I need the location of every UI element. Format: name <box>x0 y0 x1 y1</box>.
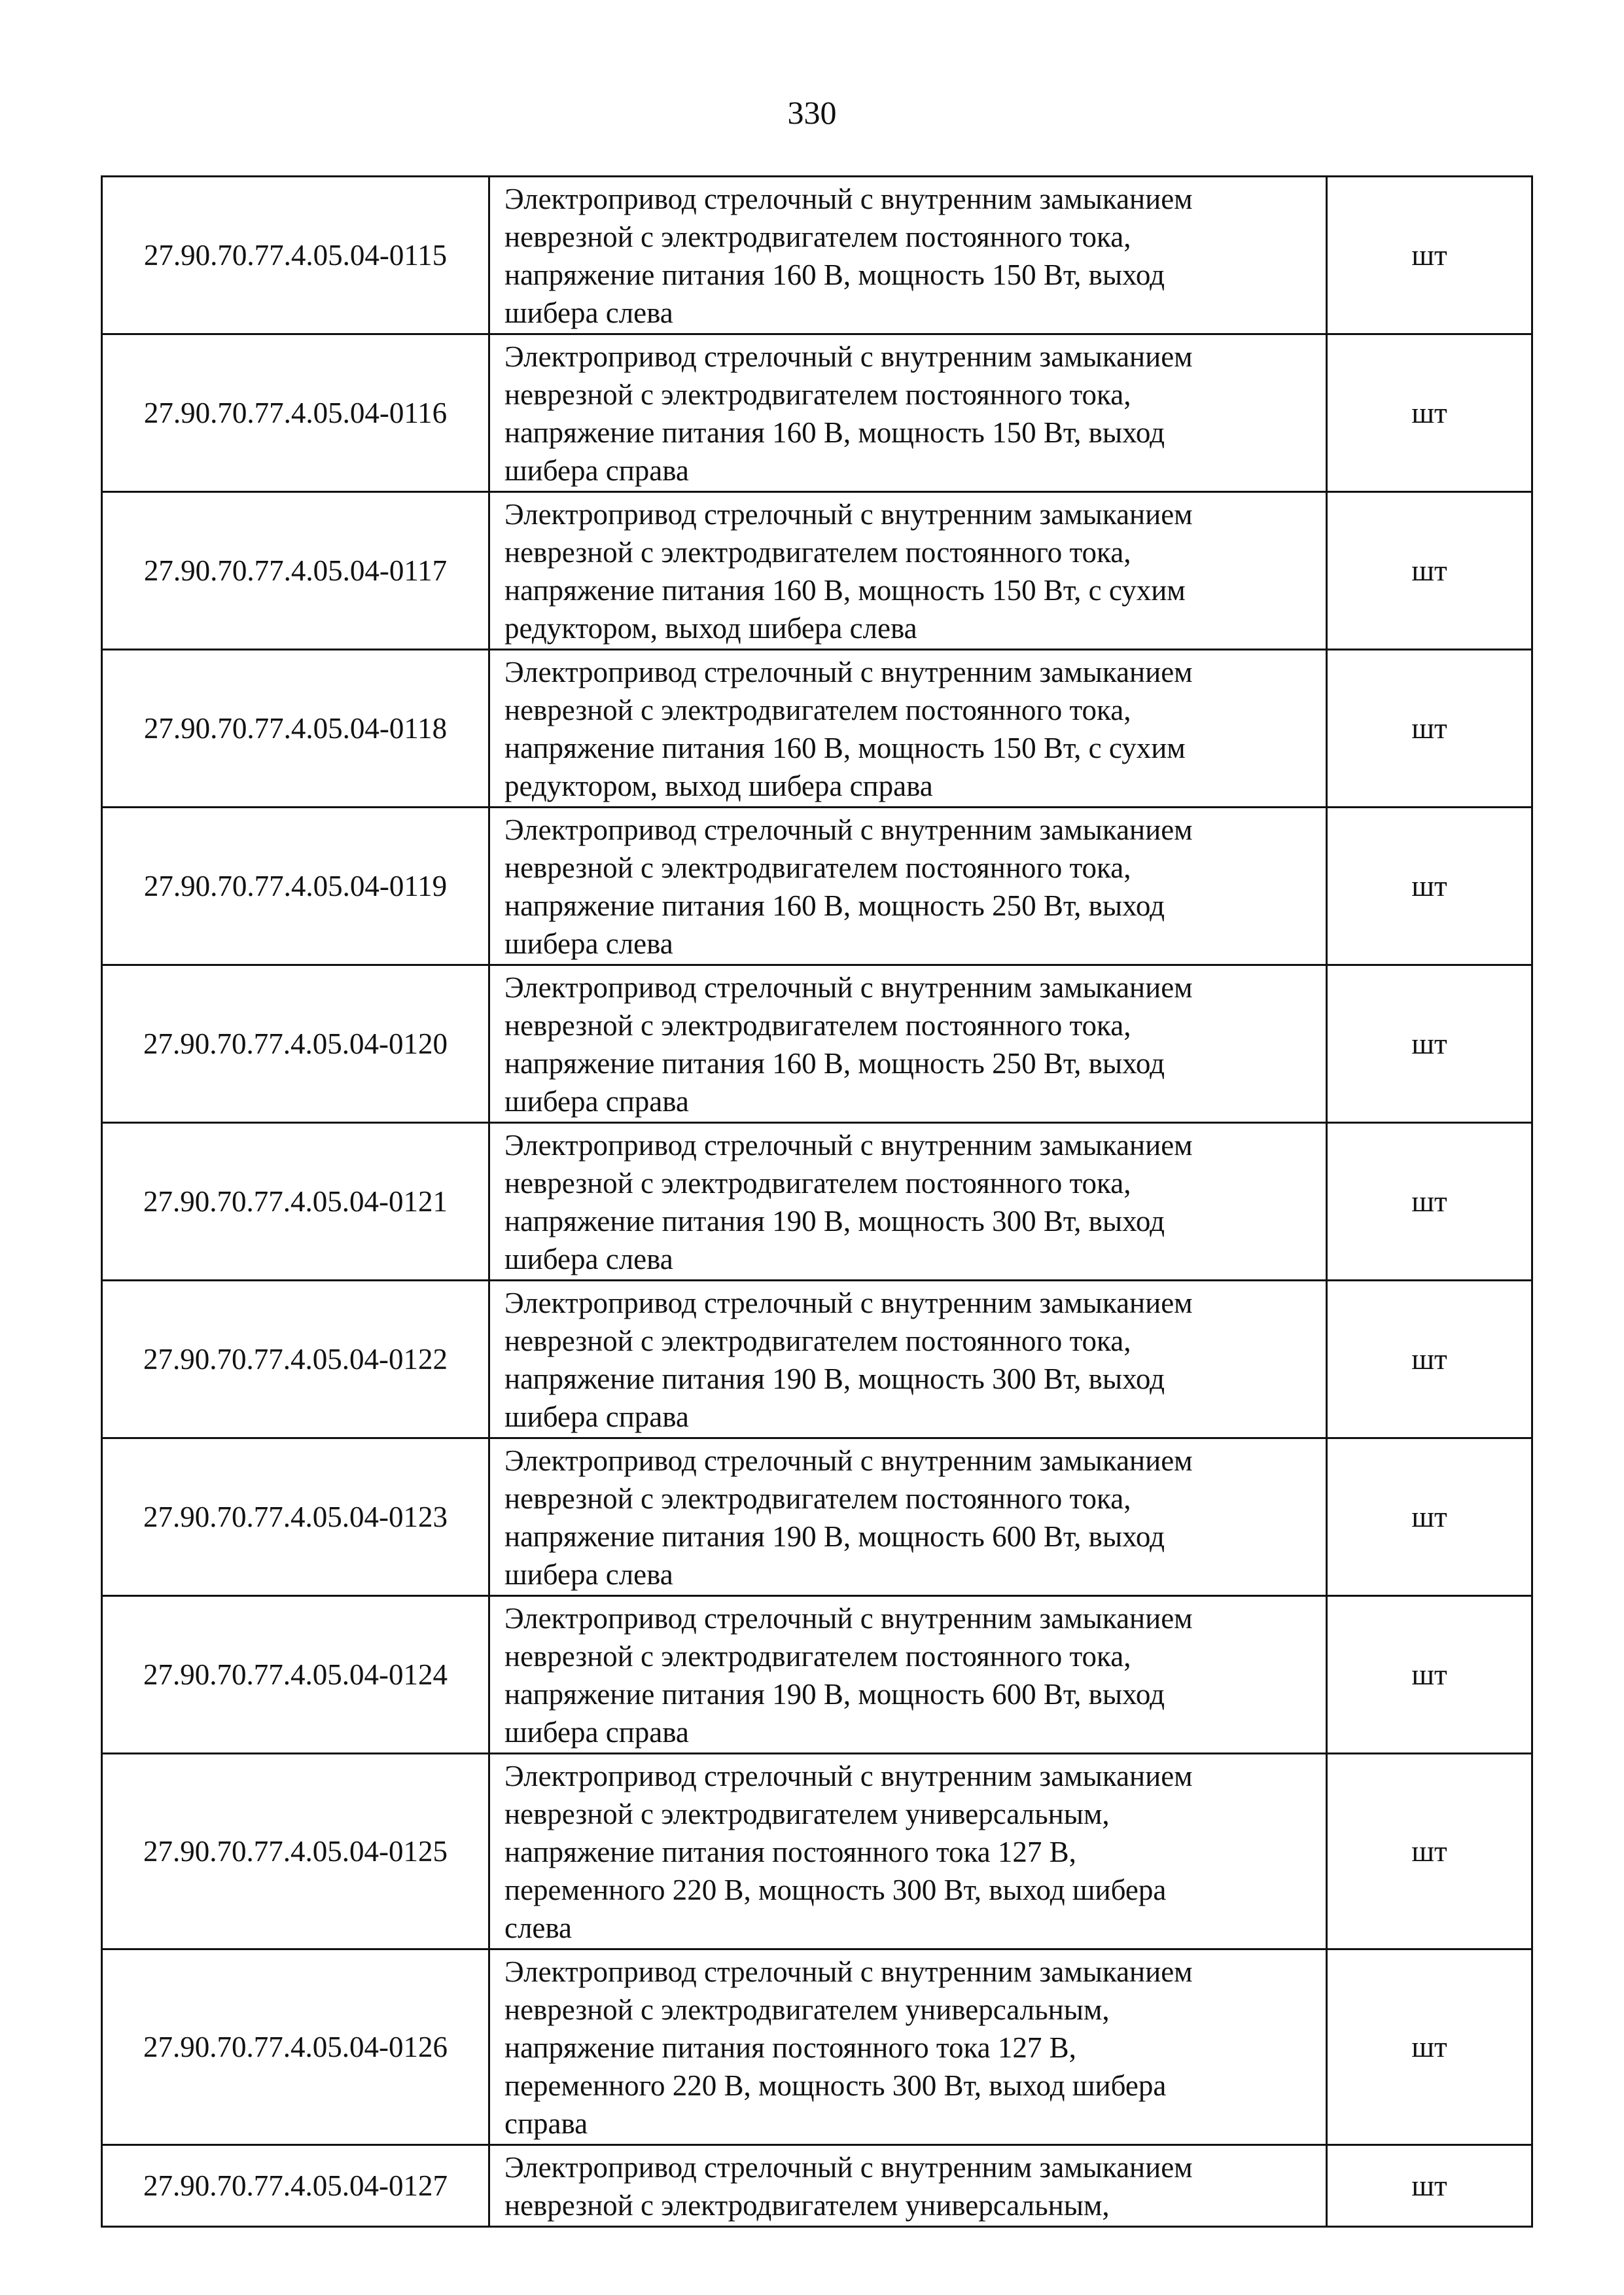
table-row <box>102 808 1532 965</box>
table-row <box>102 177 1532 334</box>
description-line: шибера справа <box>504 1716 689 1749</box>
table-row <box>102 650 1532 808</box>
description-line: неврезной с электродвигателем постоянного тока, <box>504 1009 1131 1042</box>
description-line: переменного 220 В, мощность 300 Вт, выход шибера <box>504 1874 1167 1906</box>
description-line: шибера слева <box>504 927 673 960</box>
description-line: напряжение питания 190 В, мощность 600 Вт, выход <box>504 1520 1165 1553</box>
item-description <box>489 1281 1327 1438</box>
item-description <box>489 1438 1327 1596</box>
description-line: напряжение питания 160 В, мощность 150 Вт, выход <box>504 416 1165 449</box>
description-line: Электропривод стрелочный с внутренним замыканием <box>504 2151 1193 2184</box>
page-number: 330 <box>787 94 837 131</box>
description-line: Электропривод стрелочный с внутренним замыканием <box>504 183 1193 215</box>
item-unit: шт <box>1327 1438 1532 1596</box>
item-unit: шт <box>1327 1754 1532 1949</box>
description-line: справа <box>504 2107 588 2140</box>
table-body <box>102 177 1532 2227</box>
item-description <box>489 1754 1327 1949</box>
item-code: 27.90.70.77.4.05.04-0117 <box>102 492 489 650</box>
description-line: напряжение питания 160 В, мощность 250 Вт, выход <box>504 1047 1165 1080</box>
description-line: шибера слева <box>504 296 673 329</box>
description-line: шибера слева <box>504 1558 673 1591</box>
table-row <box>102 1123 1532 1281</box>
item-description <box>489 1949 1327 2145</box>
description-line: редуктором, выход шибера слева <box>504 612 917 645</box>
item-unit: шт <box>1327 334 1532 492</box>
description-line: Электропривод стрелочный с внутренним замыканием <box>504 971 1193 1004</box>
description-line: шибера слева <box>504 1243 673 1275</box>
catalog-table <box>101 175 1533 2228</box>
description-line: Электропривод стрелочный с внутренним замыканием <box>504 340 1193 373</box>
item-code: 27.90.70.77.4.05.04-0116 <box>102 334 489 492</box>
description-line: напряжение питания 160 В, мощность 150 Вт, выход <box>504 258 1165 291</box>
table-row <box>102 1596 1532 1754</box>
description-line: Электропривод стрелочный с внутренним замыканием <box>504 1760 1193 1792</box>
description-line: напряжение питания постоянного тока 127 В, <box>504 2031 1076 2064</box>
description-line: неврезной с электродвигателем универсальным, <box>504 1993 1110 2026</box>
item-code: 27.90.70.77.4.05.04-0123 <box>102 1438 489 1596</box>
description-line: напряжение питания 190 В, мощность 300 Вт, выход <box>504 1205 1165 1237</box>
item-unit: шт <box>1327 650 1532 808</box>
description-line: Электропривод стрелочный с внутренним замыканием <box>504 813 1193 846</box>
item-code: 27.90.70.77.4.05.04-0115 <box>102 177 489 334</box>
table-row <box>102 1281 1532 1438</box>
item-code: 27.90.70.77.4.05.04-0119 <box>102 808 489 965</box>
description-line: неврезной с электродвигателем постоянного тока, <box>504 1640 1131 1673</box>
item-unit: шт <box>1327 1281 1532 1438</box>
description-line: шибера справа <box>504 1400 689 1433</box>
description-line: Электропривод стрелочный с внутренним замыканием <box>504 656 1193 688</box>
item-code: 27.90.70.77.4.05.04-0125 <box>102 1754 489 1949</box>
item-description <box>489 2145 1327 2227</box>
description-line: Электропривод стрелочный с внутренним замыканием <box>504 1129 1193 1162</box>
description-line: переменного 220 В, мощность 300 Вт, выход шибера <box>504 2069 1167 2102</box>
item-code: 27.90.70.77.4.05.04-0124 <box>102 1596 489 1754</box>
item-code: 27.90.70.77.4.05.04-0122 <box>102 1281 489 1438</box>
table-row <box>102 334 1532 492</box>
item-unit: шт <box>1327 177 1532 334</box>
description-line: Электропривод стрелочный с внутренним замыканием <box>504 498 1193 531</box>
description-line: неврезной с электродвигателем постоянного тока, <box>504 221 1131 253</box>
description-line: напряжение питания 160 В, мощность 150 Вт, с сухим <box>504 732 1186 764</box>
item-description <box>489 1596 1327 1754</box>
item-description <box>489 1123 1327 1281</box>
item-description <box>489 965 1327 1123</box>
description-line: напряжение питания 190 В, мощность 600 Вт, выход <box>504 1678 1165 1711</box>
item-description <box>489 492 1327 650</box>
item-unit: шт <box>1327 965 1532 1123</box>
table-row <box>102 1949 1532 2145</box>
item-unit: шт <box>1327 492 1532 650</box>
description-line: шибера справа <box>504 454 689 487</box>
item-description <box>489 177 1327 334</box>
description-line: напряжение питания 160 В, мощность 150 Вт, с сухим <box>504 574 1186 607</box>
item-code: 27.90.70.77.4.05.04-0118 <box>102 650 489 808</box>
item-unit: шт <box>1327 808 1532 965</box>
table-row <box>102 2145 1532 2227</box>
item-description <box>489 650 1327 808</box>
table-row <box>102 1754 1532 1949</box>
description-line: Электропривод стрелочный с внутренним замыканием <box>504 1602 1193 1635</box>
table-row <box>102 965 1532 1123</box>
description-line: неврезной с электродвигателем постоянного тока, <box>504 851 1131 884</box>
description-line: напряжение питания постоянного тока 127 В, <box>504 1836 1076 1868</box>
description-line: шибера справа <box>504 1085 689 1118</box>
item-description <box>489 334 1327 492</box>
description-line: неврезной с электродвигателем постоянного тока, <box>504 1167 1131 1200</box>
description-line: неврезной с электродвигателем постоянного тока, <box>504 536 1131 569</box>
description-line: Электропривод стрелочный с внутренним замыканием <box>504 1955 1193 1988</box>
item-code: 27.90.70.77.4.05.04-0126 <box>102 1949 489 2145</box>
description-line: напряжение питания 190 В, мощность 300 Вт, выход <box>504 1362 1165 1395</box>
description-line: слева <box>504 1912 573 1944</box>
description-line: Электропривод стрелочный с внутренним замыканием <box>504 1287 1193 1319</box>
item-unit: шт <box>1327 1949 1532 2145</box>
item-unit: шт <box>1327 1123 1532 1281</box>
description-line: неврезной с электродвигателем постоянного тока, <box>504 1482 1131 1515</box>
description-line: неврезной с электродвигателем постоянного тока, <box>504 694 1131 726</box>
description-line: напряжение питания 160 В, мощность 250 Вт, выход <box>504 889 1165 922</box>
description-line: неврезной с электродвигателем постоянного тока, <box>504 1325 1131 1357</box>
table-row <box>102 1438 1532 1596</box>
item-unit: шт <box>1327 2145 1532 2227</box>
item-code: 27.90.70.77.4.05.04-0127 <box>102 2145 489 2227</box>
item-description <box>489 808 1327 965</box>
item-code: 27.90.70.77.4.05.04-0121 <box>102 1123 489 1281</box>
item-unit: шт <box>1327 1596 1532 1754</box>
description-line: неврезной с электродвигателем постоянного тока, <box>504 378 1131 411</box>
description-line: неврезной с электродвигателем универсальным, <box>504 2189 1110 2222</box>
description-line: редуктором, выход шибера справа <box>504 770 933 802</box>
description-line: неврезной с электродвигателем универсальным, <box>504 1798 1110 1830</box>
item-code: 27.90.70.77.4.05.04-0120 <box>102 965 489 1123</box>
description-line: Электропривод стрелочный с внутренним замыканием <box>504 1444 1193 1477</box>
table-row <box>102 492 1532 650</box>
